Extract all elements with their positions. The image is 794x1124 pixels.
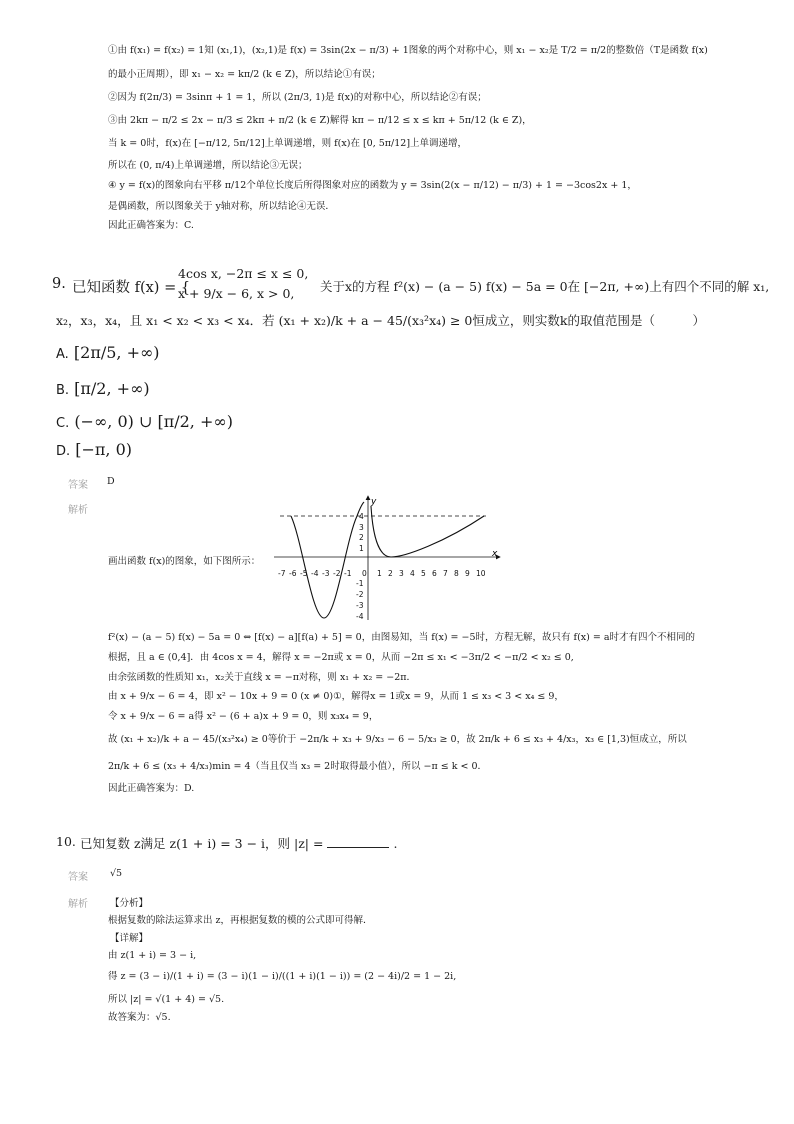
x-tick: -6 (289, 569, 297, 578)
q10-analysis-heading: 【分析】 (110, 898, 149, 909)
q9-solution-6: 故 (x₁ + x₂)/k + a − 45/(x₃²x₄) ≥ 0等价于 −2π/k + x₃ + 9/x₃ − 6 − 5/x₃ ≥ 0，故 2π/k + 6 ≤ x₃ + 4/x₃，x₃ ∈ [1,3)恒成立，所以 (108, 734, 687, 745)
q9-option-a[interactable] (56, 343, 160, 362)
q10-analysis-2: 根据复数的除法运算求出 z，再根据复数的模的公式即可得解． (108, 915, 373, 926)
x-tick: 9 (465, 569, 470, 578)
q10-answer-label: 答案 (68, 872, 88, 883)
q9-graph-caption: 画出函数 f(x)的图象，如下图所示： (108, 556, 261, 567)
x-tick: 7 (443, 569, 448, 578)
y-tick: -2 (356, 590, 364, 599)
q9-solution-2: 根据，且 a ∈ (0,4]．由 4cos x = 4，解得 x = −2π或 x = 0，从而 −2π ≤ x₁ < −3π/2 < −π/2 < x₂ ≤ 0, (108, 652, 574, 663)
x-tick: 1 (377, 569, 382, 578)
q9-case-2: x + 9/x − 6, x > 0, (178, 286, 295, 301)
q10-analysis-label: 解析 (68, 899, 88, 910)
option-letter: C. (56, 416, 70, 431)
sol8-line2: 的最小正周期），即 x₁ − x₂ = kπ/2 (k ∈ Z)，所以结论①有误； (108, 69, 381, 80)
sol8-line8: 是偶函数，所以图象关于 y轴对称，所以结论④无误． (108, 201, 335, 212)
function-graph (270, 490, 510, 625)
sol8-line9: 因此正确答案为：C. (108, 220, 194, 231)
option-letter: A. (56, 347, 69, 362)
q9-stem-end: 关于x的方程 f²(x) − (a − 5) f(x) − 5a = 0在 [−2π, +∞)上有四个不同的解 x₁, (320, 279, 770, 294)
q9-solution-8: 因此正确答案为：D. (108, 783, 195, 794)
y-tick: -4 (356, 612, 364, 621)
option-text: (−∞, 0) ∪ [π/2, +∞) (74, 412, 233, 431)
q9-option-d[interactable] (56, 440, 132, 459)
y-tick: 2 (359, 533, 364, 542)
option-text: [π/2, +∞) (74, 379, 150, 398)
x-tick: 4 (410, 569, 415, 578)
y-tick: 4 (359, 512, 364, 521)
y-tick: 1 (359, 544, 364, 553)
q9-solution-5: 令 x + 9/x − 6 = a得 x² − (6 + a)x + 9 = 0，则 x₃x₄ = 9， (108, 711, 379, 722)
x-tick: 10 (476, 569, 486, 578)
q9-solution-4: 由 x + 9/x − 6 = 4，即 x² − 10x + 9 = 0 (x ≠ 0)①，解得x = 1或x = 9，从而 1 ≤ x₃ < 3 < x₄ ≤ 9， (108, 691, 564, 702)
q10-stem-text: 已知复数 z满足 z(1 + i) = 3 − i，则 |z| = (80, 836, 324, 851)
q9-stem-line2: x₂，x₃，x₄，且 x₁ < x₂ < x₃ < x₄．若 (x₁ + x₂)/k + a − 45/(x₃²x₄) ≥ 0恒成立，则实数k的取值范围是（ ） (56, 313, 705, 328)
y-tick: -3 (356, 601, 364, 610)
answer-blank[interactable] (327, 847, 389, 848)
option-text: [2π/5, +∞) (73, 343, 160, 362)
x-tick: -3 (322, 569, 330, 578)
option-letter: B. (56, 383, 70, 398)
q9-option-b[interactable] (56, 379, 150, 398)
q10-analysis-5: 得 z = (3 − i)/(1 + i) = (3 − i)(1 − i)/((1 + i)(1 − i)) = (2 − 4i)/2 = 1 − 2i, (108, 971, 457, 982)
x-tick: -2 (333, 569, 341, 578)
q9-number: 9. (52, 276, 66, 292)
y-tick: -1 (356, 579, 364, 588)
q10-number: 10. (56, 834, 76, 849)
x-tick: -4 (311, 569, 319, 578)
q9-case-1: 4cos x, −2π ≤ x ≤ 0, (178, 266, 309, 281)
q9-analysis-label: 解析 (68, 505, 88, 516)
x-tick: -5 (300, 569, 308, 578)
x-tick: 8 (454, 569, 459, 578)
q9-solution-7: 2π/k + 6 ≤ (x₃ + 4/x₃)min = 4（当且仅当 x₃ = 2时取得最小值），所以 −π ≤ k < 0． (108, 761, 487, 772)
curve-right (371, 506, 484, 557)
q9-option-c[interactable] (56, 412, 233, 431)
q9-stem-start: 已知函数 f(x) = { (72, 280, 191, 296)
sol8-line7: ④ y = f(x)的图象向右平移 π/12个单位长度后所得图象对应的函数为 y = 3sin(2(x − π/12) − π/3) + 1 = −3cos2x + 1， (108, 180, 637, 191)
x-tick: -1 (344, 569, 352, 578)
x-tick: 5 (421, 569, 426, 578)
y-axis-label: y (371, 497, 377, 507)
q9-solution-1: f²(x) − (a − 5) f(x) − 5a = 0 ⇔ [f(x) − a][f(a) + 5] = 0，由图易知，当 f(x) = −5时，方程无解，故只有 f(x) = a时才有四个不相同的 (108, 632, 696, 643)
sol8-line4: ③由 2kπ − π/2 ≤ 2x − π/3 ≤ 2kπ + π/2 (k ∈ Z)解得 kπ − π/12 ≤ x ≤ kπ + 5π/12 (k ∈ Z)， (108, 115, 532, 126)
y-tick: 3 (359, 523, 364, 532)
q10-analysis-6: 所以 |z| = √(1 + 4) = √5. (108, 994, 225, 1005)
x-tick: 0 (362, 569, 367, 578)
sol8-line1: ①由 f(x₁) = f(x₂) = 1知 (x₁,1)，(x₂,1)是 f(x) = 3sin(2x − π/3) + 1图象的两个对称中心，则 x₁ − x₂是 T/2 = π/2的整数倍（T是函数 f(x) (108, 45, 708, 56)
q10-answer: √5 (110, 868, 123, 879)
x-tick: -7 (278, 569, 286, 578)
q9-answer-label: 答案 (68, 480, 88, 491)
x-axis-label: x (492, 549, 498, 559)
x-tick: 6 (432, 569, 437, 578)
x-tick: 2 (388, 569, 393, 578)
q10-analysis-7: 故答案为：√5. (108, 1012, 171, 1023)
curve-cosine (291, 516, 357, 618)
q10-stem (80, 834, 397, 852)
sol8-line5: 当 k = 0时，f(x)在 [−π/12, 5π/12]上单调递增，则 f(x)在 [0, 5π/12]上单调递增， (108, 138, 468, 149)
option-letter: D. (56, 444, 71, 459)
sol8-line6: 所以在 (0, π/4)上单调递增，所以结论③无误； (108, 160, 308, 171)
x-tick: 3 (399, 569, 404, 578)
q9-answer: D (107, 476, 115, 487)
option-text: [−π, 0) (75, 440, 133, 459)
q10-analysis-4: 由 z(1 + i) = 3 − i, (108, 950, 197, 961)
sol8-line3: ②因为 f(2π/3) = 3sinπ + 1 = 1，所以 (2π/3, 1)是 f(x)的对称中心，所以结论②有误； (108, 92, 487, 103)
q10-detail-heading: 【详解】 (110, 933, 149, 944)
q9-solution-3: 由余弦函数的性质知 x₁，x₂关于直线 x = −π对称，则 x₁ + x₂ = −2π． (108, 672, 417, 683)
q10-stem-tail: . (393, 836, 398, 851)
